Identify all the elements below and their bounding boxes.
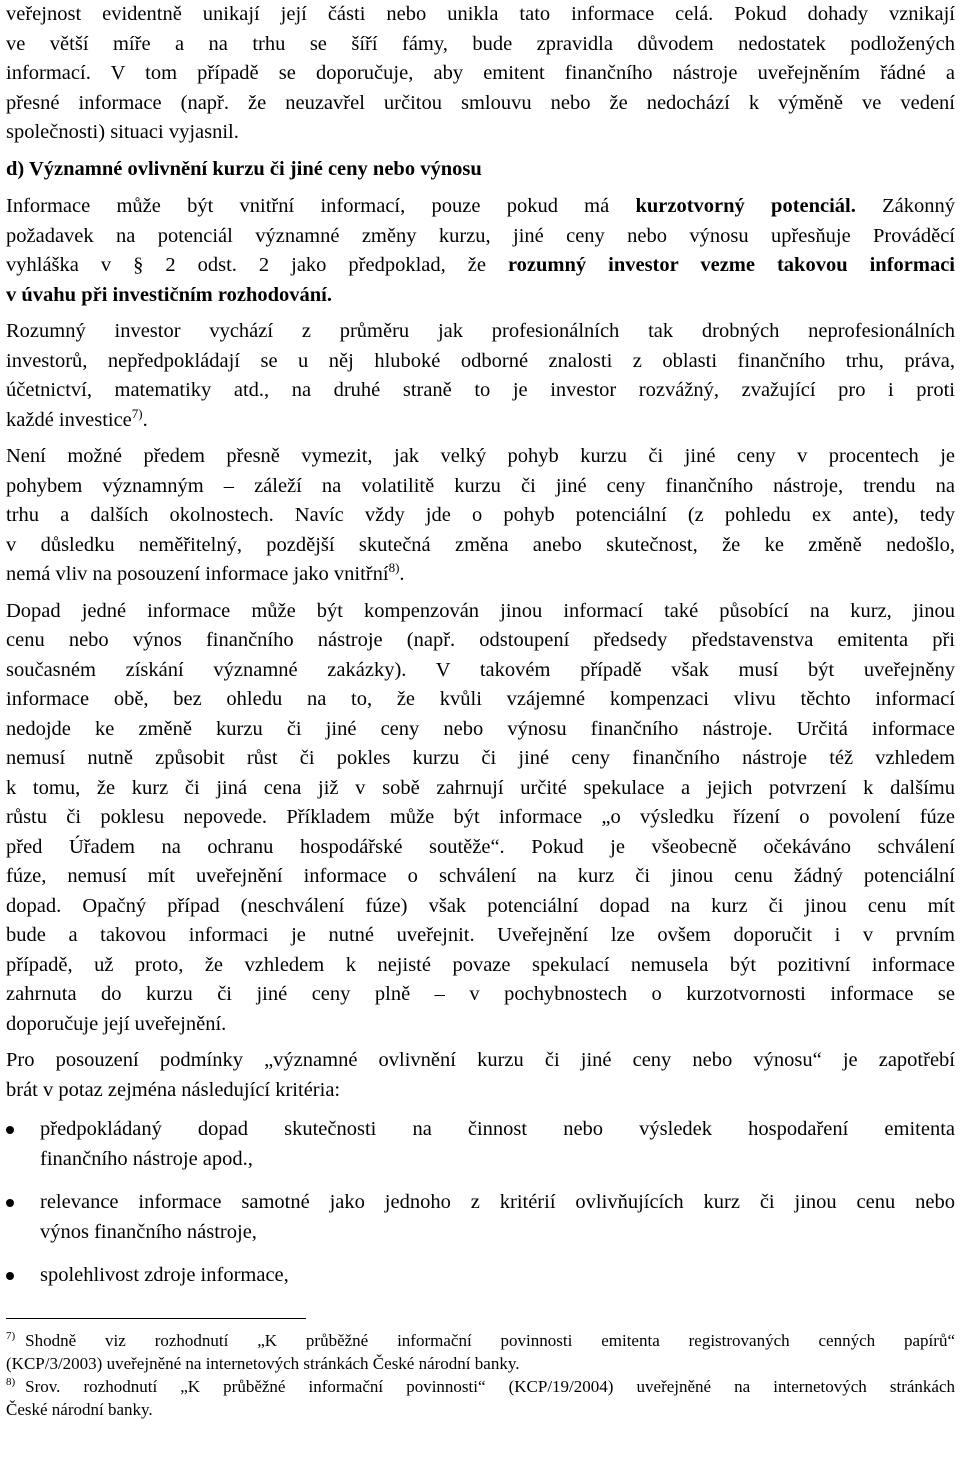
text-line: růstu či poklesu nepovede. Příkladem může být informace „o výsledku řízení o povolení fúze	[6, 806, 955, 828]
text-line: relevance informace samotné jako jednoho z kritérií ovlivňujících kurz či jinou cenu nebo	[40, 1191, 955, 1213]
footnote-mark: 8)	[6, 1375, 16, 1388]
text-line: zahrnuta do kurzu či jiné ceny plně – v pochybnostech o kurzotvornosti informace se	[6, 983, 955, 1005]
footnote-text: Shodně viz rozhodnutí „K průběžné informační povinnosti emitenta registrovaných cenných papírů“	[25, 1330, 955, 1350]
text-line: Dopad jedné informace může být kompenzován jinou informací také působící na kurz, jinou	[6, 599, 955, 622]
footnote-line: (KCP/3/2003) uveřejněné na internetových stránkách České národní banky.	[6, 1353, 520, 1373]
footnote-separator	[6, 1318, 306, 1319]
section-heading	[6, 155, 955, 185]
text-line: informace obě, bez ohledu na to, že kvůli vzájemné kompenzaci vlivu těchto informací	[6, 688, 955, 710]
text-line: k tomu, že kurz či jiná cena již v sobě zahrnují určité spekulace a jejich potvrzení k dalšímu	[6, 776, 955, 799]
footnote-line: České národní banky.	[6, 1399, 153, 1419]
text-run: .	[399, 563, 405, 585]
text-line	[6, 406, 955, 436]
text-line: přesné informace (např. že neuzavřel určitou smlouvu nebo že nedochází k výměně ve vedení	[6, 91, 955, 114]
text-line: výnos finančního nástroje,	[40, 1220, 257, 1243]
paragraph-criteria	[6, 192, 955, 310]
list-item	[6, 1115, 955, 1174]
text-line: brát v potaz zejména následující kritéria:	[6, 1078, 341, 1101]
text-line: investorů, nepředpokládají se u něj hluboké odborné znalosti z oblasti finančního trhu, práva,	[6, 349, 955, 372]
text-line: předpokládaný dopad skutečnosti na činnost nebo výsledek hospodaření emitenta	[40, 1118, 955, 1140]
text-line	[6, 281, 955, 311]
section-heading-text: d) Významné ovlivnění kurzu či jiné ceny nebo výnosu	[6, 157, 482, 180]
paragraph-impact	[6, 597, 955, 1040]
list-item	[6, 1261, 955, 1291]
text-line: Není možné předem přesně vymezit, jak velký pohyb kurzu či jiné ceny v procentech je	[6, 445, 955, 467]
text-line: fúze, nemusí mít uveřejnění informace o schválení na kurz či jinou cenu žádný potenciální	[6, 865, 955, 887]
document-page	[6, 0, 955, 1421]
bold-term: v úvahu při investičním rozhodování.	[6, 283, 332, 306]
text-line: požadavek na potenciál významné změny kurzu, jiné ceny nebo výnosu upřesňuje Prováděcí	[6, 224, 955, 247]
footnote-line	[6, 1375, 955, 1398]
text-line	[6, 251, 955, 281]
footnotes	[6, 1329, 955, 1421]
text-line: doporučuje její uveřejnění.	[6, 1012, 227, 1035]
text-run: Zákonný	[855, 195, 956, 217]
text-line: současném získání významné zakázky). V takovém případě však musí být uveřejněny	[6, 658, 955, 681]
text-line: dopad. Opačný případ (neschválení fúze) však potenciální dopad na kurz či jinou cenu mít	[6, 894, 955, 917]
paragraph-investor	[6, 317, 955, 435]
text-line: případě, už proto, že vzhledem k nejisté povaze spekulací nemusela být pozitivní informace	[6, 953, 955, 976]
text-line: spolehlivost zdroje informace,	[40, 1264, 289, 1286]
footnote-line	[6, 1329, 955, 1352]
text-line: cenu nebo výnos finančního nástroje (např. odstoupení předsedy představenstva emitenta při	[6, 629, 955, 651]
text-line: účetnictví, matematiky atd., na druhé straně to je investor rozvážný, zvažující pro i proti	[6, 379, 955, 401]
text-line: nedojde ke změně kurzu či jiné ceny nebo výnosu finančního nástroje. Určitá informace	[6, 717, 955, 740]
text-line: bude a takovou informaci je nutné uveřejnit. Uveřejnění lze ovšem doporučit i v prvním	[6, 924, 955, 946]
text-line: společnosti) situaci vyjasnil.	[6, 121, 239, 143]
bullet-icon	[6, 1199, 14, 1207]
text-line: veřejnost evidentně unikají její části nebo unikla tato informace celá. Pokud dohady vznikají	[6, 3, 955, 25]
text-run: každé investice	[6, 408, 132, 431]
text-line: nemusí nutně způsobit růst či pokles kurzu či jiné ceny finančního nástroje též vzhledem	[6, 747, 955, 769]
footnote-ref: 8)	[388, 560, 400, 576]
bold-term: rozumný investor vezme takovou informaci	[507, 254, 955, 276]
text-line: ve větší míře a na trhu se šíří fámy, bude zpravidla důvodem nedostatek podložených	[6, 32, 955, 55]
bullet-icon	[6, 1272, 14, 1280]
footnote-text: Srov. rozhodnutí „K průběžné informační povinnosti“ (KCP/19/2004) uveřejněné na internetových stránkách	[25, 1376, 955, 1396]
footnote-mark: 7)	[6, 1329, 16, 1342]
criteria-list	[6, 1115, 955, 1291]
text-line	[6, 192, 955, 222]
text-line: v důsledku neměřitelný, pozdější skutečná změna anebo skutečnost, že ke změně nedošlo,	[6, 533, 955, 556]
text-line: Pro posouzení podmínky „významné ovlivnění kurzu či jiné ceny nebo výnosu“ je zapotřebí	[6, 1049, 955, 1071]
text-run: nemá vliv na posouzení informace jako vnitřní	[6, 563, 389, 585]
bullet-icon	[6, 1126, 14, 1134]
text-run: Informace může být vnitřní informací, pouze pokud má	[6, 195, 636, 217]
text-run: .	[142, 408, 148, 431]
paragraph-intro	[6, 0, 955, 148]
text-line: Rozumný investor vychází z průměru jak profesionálních tak drobných neprofesionálních	[6, 320, 955, 342]
text-line	[6, 560, 955, 590]
text-line: pohybem významným – záleží na volatilitě kurzu či jiné ceny finančního nástroje, trendu na	[6, 474, 955, 497]
text-line: před Úřadem na ochranu hospodářské soutěže“. Pokud je všeobecně očekáváno schválení	[6, 835, 955, 858]
text-line: finančního nástroje apod.,	[40, 1147, 253, 1170]
bold-term: kurzotvorný potenciál.	[635, 195, 856, 217]
list-item	[6, 1188, 955, 1247]
text-run: vyhláška v § 2 odst. 2 jako předpoklad, že	[6, 254, 508, 276]
text-line: informací. V tom případě se doporučuje, aby emitent finančního nástroje uveřejněním řádné a	[6, 62, 955, 84]
text-line: trhu a dalších okolnostech. Navíc vždy jde o pohyb potenciální (z pohledu ex ante), tedy	[6, 504, 955, 526]
paragraph-movement	[6, 442, 955, 590]
paragraph-assessment	[6, 1046, 955, 1105]
footnote-ref: 7)	[131, 405, 143, 421]
